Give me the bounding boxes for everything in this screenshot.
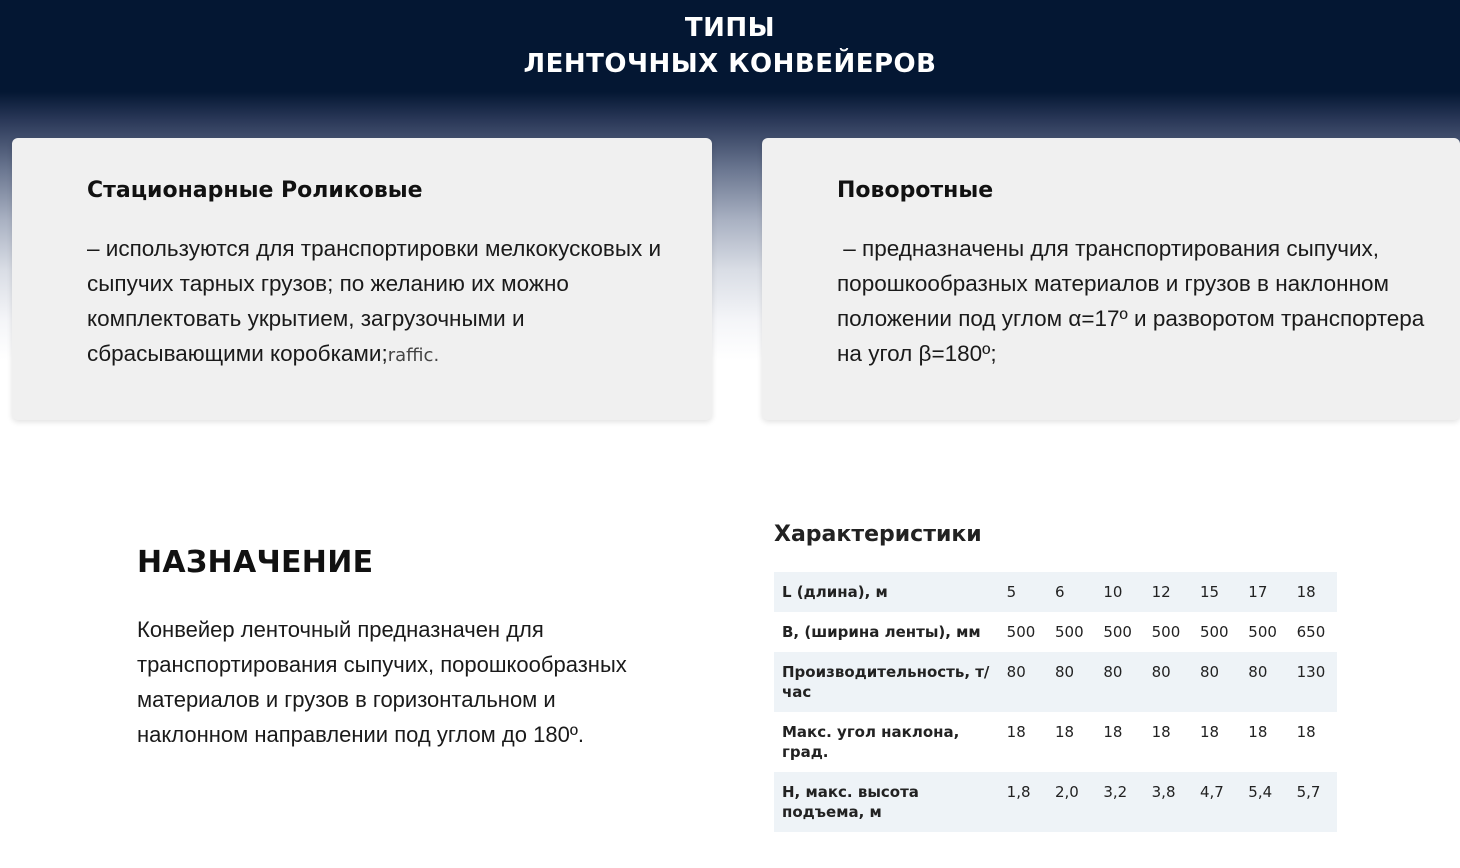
specs-row-label: B, (ширина ленты), мм [774,612,999,652]
specs-cell: 17 [1240,572,1288,612]
section-title [0,10,1460,82]
specs-cell: 3,2 [1095,772,1143,832]
specs-row [774,572,1337,612]
specs-cell: 80 [1144,652,1192,712]
specs-cell: 500 [999,612,1047,652]
specs-cell: 500 [1240,612,1288,652]
specs-cell: 3,8 [1144,772,1192,832]
specs-cell: 18 [999,712,1047,772]
card-description-tail: raffic. [387,345,440,366]
purpose-text: Конвейер ленточный предназначен для транспортирования сыпучих, порошкообразных материалов и грузов в горизонтальном и наклонном направлении под углом до 180º. [137,617,627,747]
card-description [87,231,687,373]
specs-row [774,712,1337,772]
specs-cell: 80 [1095,652,1143,712]
card-description: – предназначены для транспортирования сыпучих, порошкообразных материалов и грузов в наклонном положении под углом α=17º и разворотом транспортера на угол β=180º; [837,236,1431,366]
specs-cell: 5,4 [1240,772,1288,832]
purpose-heading: НАЗНАЧЕНИЕ [137,545,374,580]
specs-cell: 2,0 [1047,772,1095,832]
specs-cell: 4,7 [1192,772,1240,832]
specs-row-label: H, макс. высота подъема, м [774,772,999,832]
specs-row [774,772,1337,832]
specs-cell: 500 [1192,612,1240,652]
specs-cell: 80 [1192,652,1240,712]
card-title: Поворотные [837,178,994,203]
specs-cell: 18 [1289,712,1337,772]
specs-cell: 80 [1047,652,1095,712]
specs-cell: 15 [1192,572,1240,612]
specs-cell: 80 [999,652,1047,712]
specs-cell: 500 [1095,612,1143,652]
specs-cell: 18 [1095,712,1143,772]
specs-cell: 18 [1240,712,1288,772]
section-title-line-1: ТИПЫ [684,13,776,43]
card-title: Стационарные Роликовые [87,178,423,203]
conveyor-type-card-stationary [12,138,712,420]
specs-heading: Характеристики [774,522,982,547]
specs-cell: 10 [1095,572,1143,612]
specs-cell: 18 [1144,712,1192,772]
card-description-text: – используются для транспортировки мелкокусковых и сыпучих тарных грузов; по желанию их можно комплектовать укрытием, загрузочными и сбрасывающими коробками; [87,236,662,366]
specs-cell: 650 [1289,612,1337,652]
specs-cell: 18 [1047,712,1095,772]
specs-table-body [774,572,1337,832]
specs-cell: 6 [1047,572,1095,612]
specs-row-label: Производительность, т/час [774,652,999,712]
specs-row [774,652,1337,712]
section-title-line-2: ЛЕНТОЧНЫХ КОНВЕЙЕРОВ [523,49,937,79]
specs-cell: 500 [1144,612,1192,652]
specs-row-label: Макс. угол наклона, град. [774,712,999,772]
specs-cell: 1,8 [999,772,1047,832]
specs-cell: 18 [1289,572,1337,612]
specs-row [774,612,1337,652]
specs-cell: 500 [1047,612,1095,652]
specs-row-label: L (длина), м [774,572,999,612]
conveyor-type-card-rotary [762,138,1460,420]
specs-cell: 18 [1192,712,1240,772]
specs-cell: 130 [1289,652,1337,712]
specs-cell: 12 [1144,572,1192,612]
specs-cell: 5 [999,572,1047,612]
specs-cell: 5,7 [1289,772,1337,832]
specs-cell: 80 [1240,652,1288,712]
specs-table [774,572,1337,832]
